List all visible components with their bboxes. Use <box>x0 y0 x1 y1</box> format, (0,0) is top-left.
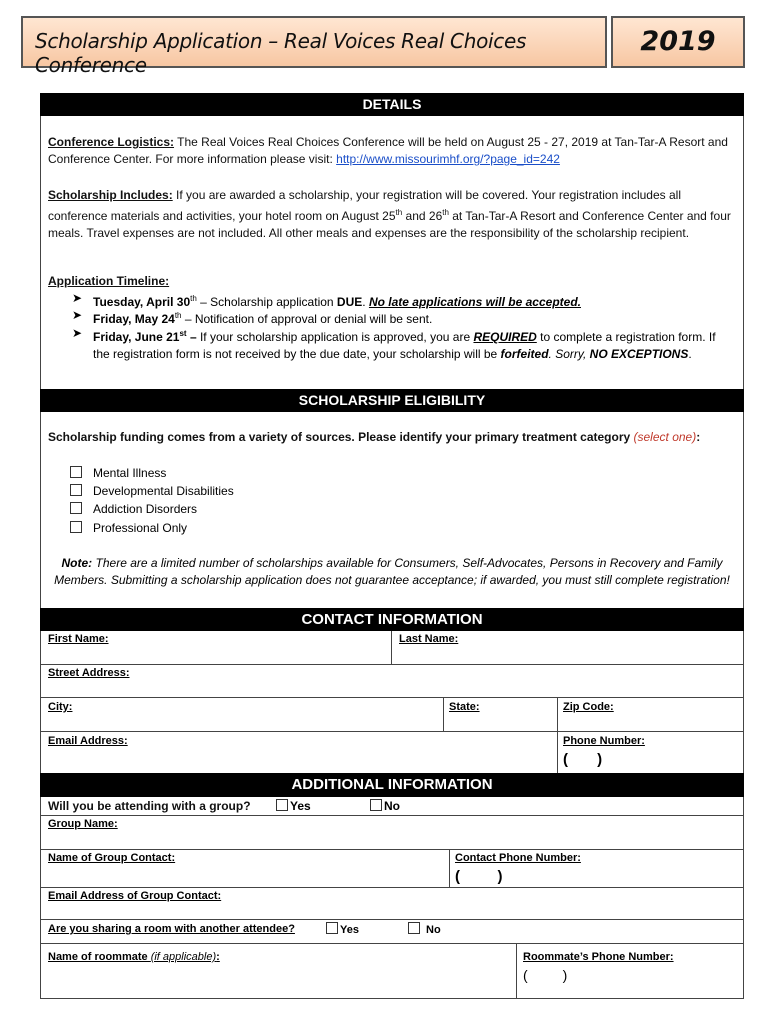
checkbox-icon[interactable] <box>70 502 82 514</box>
col-divider <box>557 697 558 731</box>
col-divider <box>449 849 450 887</box>
eligibility-prompt: Scholarship funding comes from a variety of sources. Please identify your primary treatment category (select one): <box>48 430 701 444</box>
group-no-option[interactable]: No <box>370 799 400 813</box>
details-heading: DETAILS <box>40 93 744 116</box>
row-divider <box>40 919 744 920</box>
eligibility-note: Note: There are a limited number of scholarships available for Consumers, Self-Advocates, Persons in Recovery and Family Members. Submitting a scholarship application does not guarantee acceptance; if awarded, you must still complete registration! <box>54 556 730 587</box>
select-one-hint: (select one) <box>633 430 697 444</box>
group-contact-field[interactable]: Name of Group Contact: <box>48 852 176 864</box>
row-divider <box>40 815 744 816</box>
phone-parens: ( ) <box>563 751 603 768</box>
arrow-bullet-icon: ➤ <box>72 308 83 322</box>
conference-link[interactable]: http://www.missourimhf.org/?page_id=242 <box>336 152 560 166</box>
eligibility-heading: SCHOLARSHIP ELIGIBILITY <box>40 389 744 412</box>
last-name-field[interactable]: Last Name: <box>399 633 459 645</box>
group-name-field[interactable]: Group Name: <box>48 818 118 830</box>
checkbox-icon[interactable] <box>408 922 420 934</box>
checkbox-icon[interactable] <box>70 521 82 533</box>
col-divider <box>391 631 392 664</box>
timeline-item: ➤ Friday, May 24th – Notification of approval or denial will be sent. <box>72 308 433 326</box>
form-title: Scholarship Application – Real Voices Real Choices Conference <box>35 29 527 77</box>
category-option-addiction[interactable]: Addiction Disorders <box>70 500 197 518</box>
checkbox-icon[interactable] <box>326 922 338 934</box>
logistics-label: Conference Logistics: <box>48 135 175 149</box>
logistics-paragraph <box>48 134 738 168</box>
row-divider <box>40 697 744 698</box>
roommate-phone-parens: ( ) <box>523 967 568 983</box>
street-address-field[interactable]: Street Address: <box>48 667 130 679</box>
timeline-label: Application Timeline: <box>48 274 170 288</box>
includes-label: Scholarship Includes: <box>48 188 173 202</box>
checkbox-icon[interactable] <box>276 799 288 811</box>
checkbox-icon[interactable] <box>370 799 382 811</box>
arrow-bullet-icon: ➤ <box>72 291 83 305</box>
row-divider <box>40 849 744 850</box>
zip-code-field[interactable]: Zip Code: <box>563 701 614 713</box>
first-name-field[interactable]: First Name: <box>48 633 109 645</box>
category-option-professional[interactable]: Professional Only <box>70 519 187 537</box>
phone-number-field[interactable]: Phone Number: <box>563 735 645 747</box>
state-field[interactable]: State: <box>449 701 480 713</box>
room-yes-option[interactable]: Yes <box>326 922 359 937</box>
form-year: 2019 <box>640 26 716 57</box>
city-field[interactable]: City: <box>48 701 73 713</box>
row-divider <box>40 731 744 732</box>
col-divider <box>557 731 558 773</box>
col-divider <box>516 943 517 999</box>
category-option-developmental[interactable]: Developmental Disabilities <box>70 482 234 500</box>
roommate-phone-field[interactable]: Roommate’s Phone Number: <box>523 951 674 963</box>
contact-phone-parens: ( ) <box>455 868 503 885</box>
contact-heading: CONTACT INFORMATION <box>40 608 744 631</box>
arrow-bullet-icon: ➤ <box>72 326 83 340</box>
year-banner <box>611 16 745 68</box>
timeline-item: ➤ Friday, June 21st – If your scholarship application is approved, you are REQUIRED to complete a registration form. If the registration form is not received by the due date, your scholarship will be forfeited. Sorry, NO EXCEPTIONS. <box>72 326 716 361</box>
row-divider <box>40 887 744 888</box>
group-email-field[interactable]: Email Address of Group Contact: <box>48 890 222 902</box>
checkbox-icon[interactable] <box>70 466 82 478</box>
logistics-text: The Real Voices Real Choices Conference will be held on August 25 - 27, 2019 at Tan-Tar-A Resort and Conference Center. For more information please visit: <box>48 135 728 166</box>
additional-heading: ADDITIONAL INFORMATION <box>40 773 744 797</box>
timeline-item: ➤ Tuesday, April 30th – Scholarship application DUE. No late applications will be accepted. <box>72 291 581 309</box>
title-banner <box>21 16 607 77</box>
email-field[interactable]: Email Address: <box>48 735 128 747</box>
category-option-mental-illness[interactable]: Mental Illness <box>70 464 166 482</box>
row-divider <box>40 943 744 944</box>
group-yes-option[interactable]: Yes <box>276 799 311 813</box>
row-divider <box>40 664 744 665</box>
col-divider <box>443 697 444 731</box>
checkbox-icon[interactable] <box>70 484 82 496</box>
includes-paragraph: Scholarship Includes: If you are awarded a scholarship, your registration will be covered. Your registration includes all conference materials and activities, your hotel room on August 25th and 26th at Tan-Tar-A Resort and Conference Center and four meals. Travel expenses are not included. All other meals and expenses are the responsibility of the scholarship recipient. <box>48 188 731 240</box>
contact-phone-field[interactable]: Contact Phone Number: <box>455 852 581 864</box>
roommate-name-field[interactable]: Name of roommate (if applicable): <box>48 951 220 963</box>
group-question: Will you be attending with a group? <box>48 799 251 813</box>
room-question: Are you sharing a room with another attendee? <box>48 923 295 935</box>
room-no-option[interactable]: No <box>408 922 441 937</box>
